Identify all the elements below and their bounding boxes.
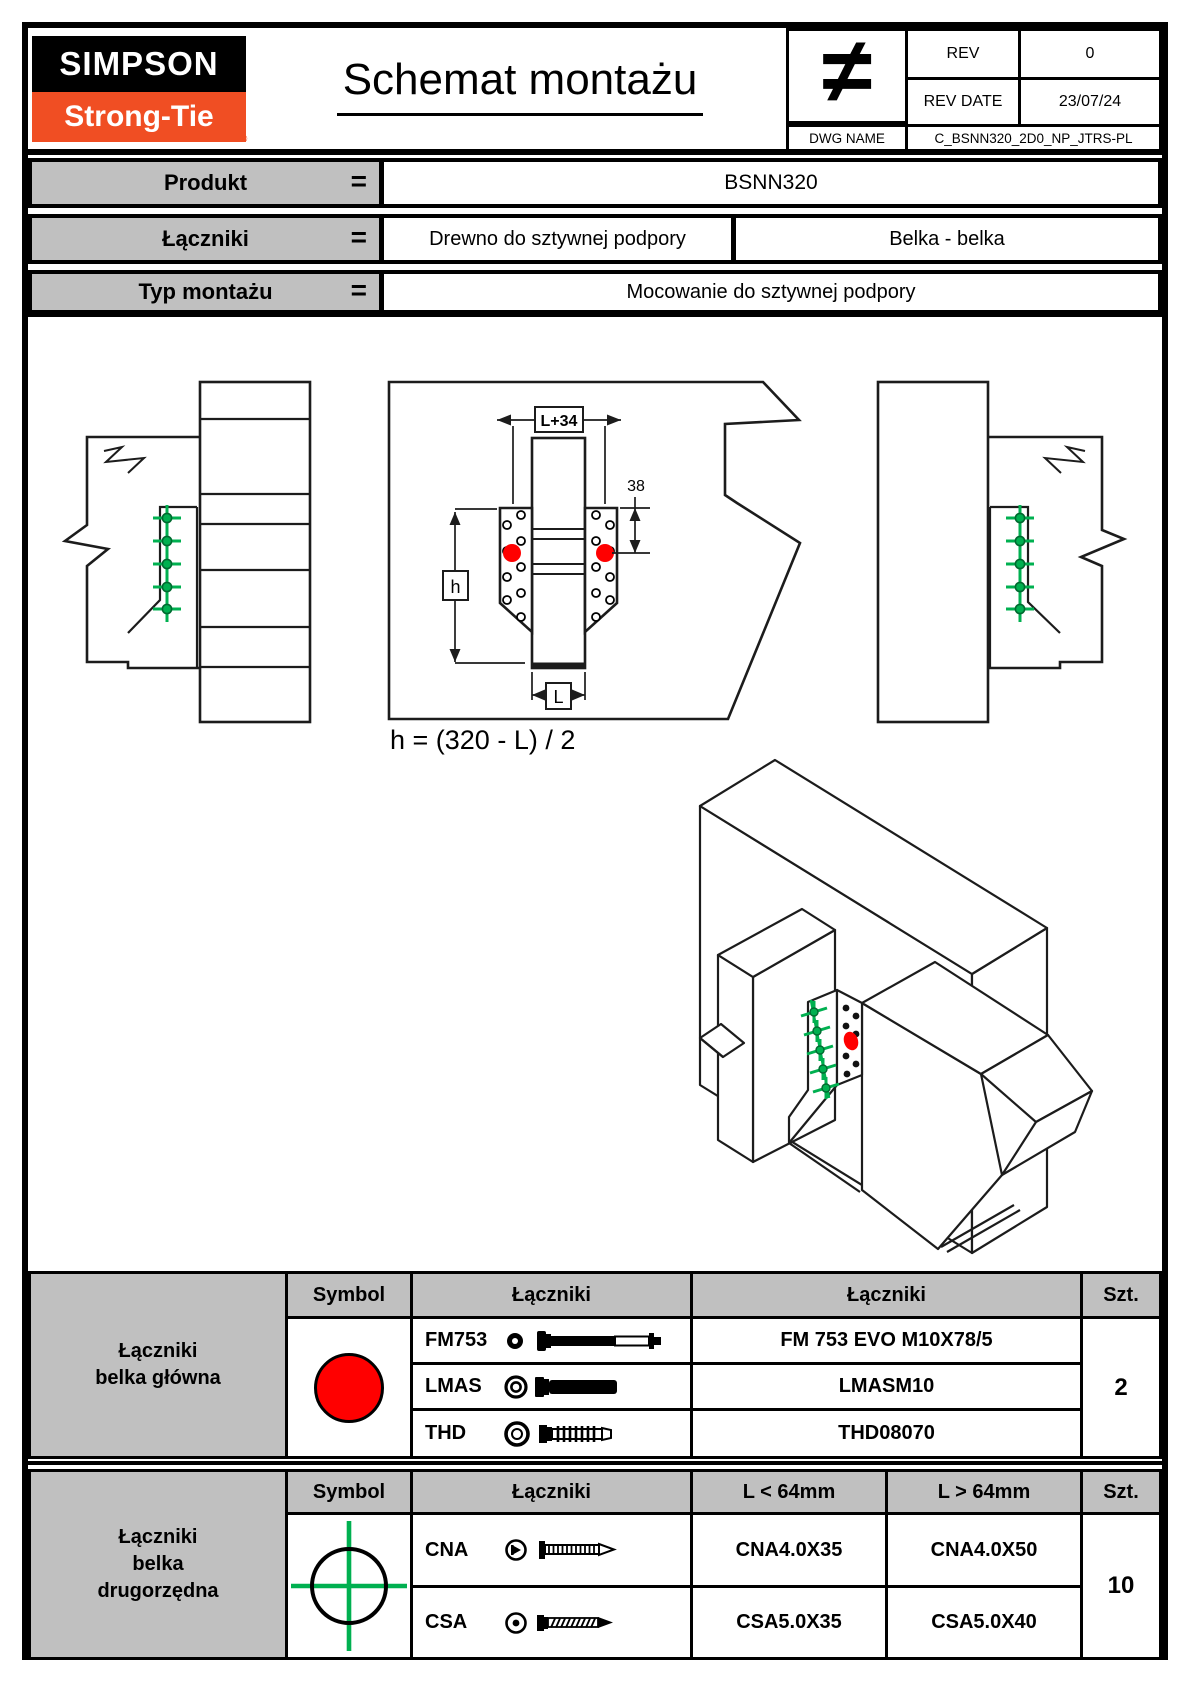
header-divider	[28, 149, 1162, 155]
dim-L-label: L	[553, 687, 564, 707]
technical-drawing	[28, 310, 1162, 1271]
csa-row-code-cell	[410, 1585, 693, 1660]
thd-row-code-cell	[410, 1408, 693, 1459]
secondary-table-header-symbol: Symbol	[285, 1469, 413, 1515]
simpson-logo-text: SIMPSON	[59, 45, 219, 82]
lmas-row-code-cell	[410, 1362, 693, 1411]
main-table-symbol-cell	[285, 1316, 413, 1459]
left-side-view	[65, 382, 310, 722]
main-table-row-label	[28, 1271, 288, 1459]
rev-value-cell: 0	[1018, 28, 1162, 80]
fasteners-value-1-cell: Drewno do sztywnej podpory	[380, 214, 735, 264]
center-beam	[532, 438, 585, 668]
lmas-code: LMAS	[425, 1375, 482, 1397]
secondary-table-symbol-cell	[285, 1512, 413, 1660]
dim-h-label: h	[450, 577, 461, 597]
secondary-table-label-line1: Łączniki	[118, 1526, 198, 1548]
secondary-table-header-short: L < 64mm	[690, 1469, 888, 1515]
formula-text: h = (320 - L) / 2	[390, 725, 576, 755]
cna-row-code-cell	[410, 1512, 693, 1588]
rev-date-value-cell: 23/07/24	[1018, 77, 1162, 127]
secondary-table-label-line2: belka	[132, 1553, 184, 1575]
left-break-symbol-icon	[104, 447, 144, 473]
red-circle-symbol-icon	[314, 1353, 384, 1423]
cna-long-cell: CNA4.0X50	[885, 1512, 1083, 1588]
fasteners-label: Łączniki	[162, 226, 249, 251]
equals-sign: =	[350, 165, 367, 197]
main-table-label-line2: belka główna	[95, 1367, 221, 1389]
right-bolt-marker	[596, 544, 614, 562]
page-title: Schemat montażu	[337, 55, 704, 116]
fasteners-label-cell	[28, 214, 383, 264]
csa-screw-icon	[503, 1603, 688, 1643]
mount-type-label: Typ montażu	[138, 279, 273, 304]
main-table-header-qty: Szt.	[1080, 1271, 1162, 1319]
dwg-name-value-cell: C_BSNN320_2D0_NP_JTRS-PL	[905, 124, 1162, 152]
strongtie-logo-text: Strong-Tie	[64, 100, 214, 133]
mount-type-value-cell: Mocowanie do sztywnej podpory	[380, 270, 1162, 314]
fm753-row-code-cell	[410, 1316, 693, 1365]
secondary-table-label-line3: drugorzędna	[97, 1580, 219, 1602]
right-post	[878, 382, 988, 722]
dimensions	[455, 420, 650, 700]
cna-short-cell: CNA4.0X35	[690, 1512, 888, 1588]
product-value-cell: BSNN320	[380, 158, 1162, 208]
lmas-bolt-icon	[503, 1367, 688, 1407]
csa-code: CSA	[425, 1611, 468, 1633]
page-title-wrap	[270, 50, 770, 120]
not-equal-icon: ≠	[821, 20, 873, 123]
main-table-header-names: Łączniki	[690, 1271, 1083, 1319]
mount-type-label-cell	[28, 270, 383, 314]
right-beam-outline	[988, 437, 1124, 668]
main-table-header-fasteners: Łączniki	[410, 1271, 693, 1319]
simpson-logo	[32, 36, 246, 92]
main-table-qty-cell: 2	[1080, 1316, 1162, 1459]
main-table-header-symbol: Symbol	[285, 1271, 413, 1319]
csa-long-cell: CSA5.0X40	[885, 1585, 1083, 1660]
main-table-label-line1: Łączniki	[118, 1340, 198, 1362]
product-label: Produkt	[163, 170, 248, 195]
cna-nail-icon	[503, 1530, 688, 1570]
table-divider	[28, 1461, 1162, 1465]
lmas-name-cell: LMASM10	[690, 1362, 1083, 1411]
left-post-lamination-lines	[200, 419, 310, 667]
green-crosshair-symbol-icon	[288, 1515, 410, 1657]
secondary-table-qty-cell: 10	[1080, 1512, 1162, 1660]
center-front-view	[389, 382, 800, 719]
secondary-table-header-fasteners: Łączniki	[410, 1469, 693, 1515]
fm753-name-cell: FM 753 EVO M10X78/5	[690, 1316, 1083, 1365]
fasteners-value-2-cell: Belka - belka	[732, 214, 1162, 264]
dwg-name-label-cell: DWG NAME	[786, 124, 908, 152]
dim-top-label: L+34	[540, 413, 578, 430]
strongtie-logo	[32, 92, 246, 142]
dim-38-label: 38	[627, 478, 645, 495]
rev-label-cell: REV	[905, 28, 1021, 80]
product-label-cell	[28, 158, 383, 208]
equals-sign: =	[350, 274, 367, 306]
left-block-left-face	[718, 955, 753, 1162]
registered-mark: ®	[240, 134, 248, 145]
secondary-table-header-qty: Szt.	[1080, 1469, 1162, 1515]
thd-name-cell: THD08070	[690, 1408, 1083, 1459]
cna-code: CNA	[425, 1538, 469, 1561]
fm753-code: FM753	[425, 1329, 488, 1351]
hanger-back-lines	[532, 529, 585, 574]
secondary-table-row-label	[28, 1469, 288, 1660]
left-bolt-marker	[503, 544, 521, 562]
right-side-view	[878, 382, 1124, 722]
left-post	[200, 382, 310, 722]
thd-code: THD	[425, 1422, 467, 1444]
not-equal-symbol-cell	[786, 20, 908, 124]
secondary-table-header-long: L > 64mm	[885, 1469, 1083, 1515]
csa-short-cell: CSA5.0X35	[690, 1585, 888, 1660]
left-beam-outline	[65, 437, 200, 668]
fm753-bolt-icon	[503, 1321, 688, 1361]
right-break-symbol-icon	[1045, 447, 1085, 473]
thd-screw-icon	[503, 1414, 688, 1454]
rev-date-label-cell: REV DATE	[905, 77, 1021, 127]
isometric-view	[700, 760, 1092, 1253]
equals-sign: =	[350, 221, 367, 253]
